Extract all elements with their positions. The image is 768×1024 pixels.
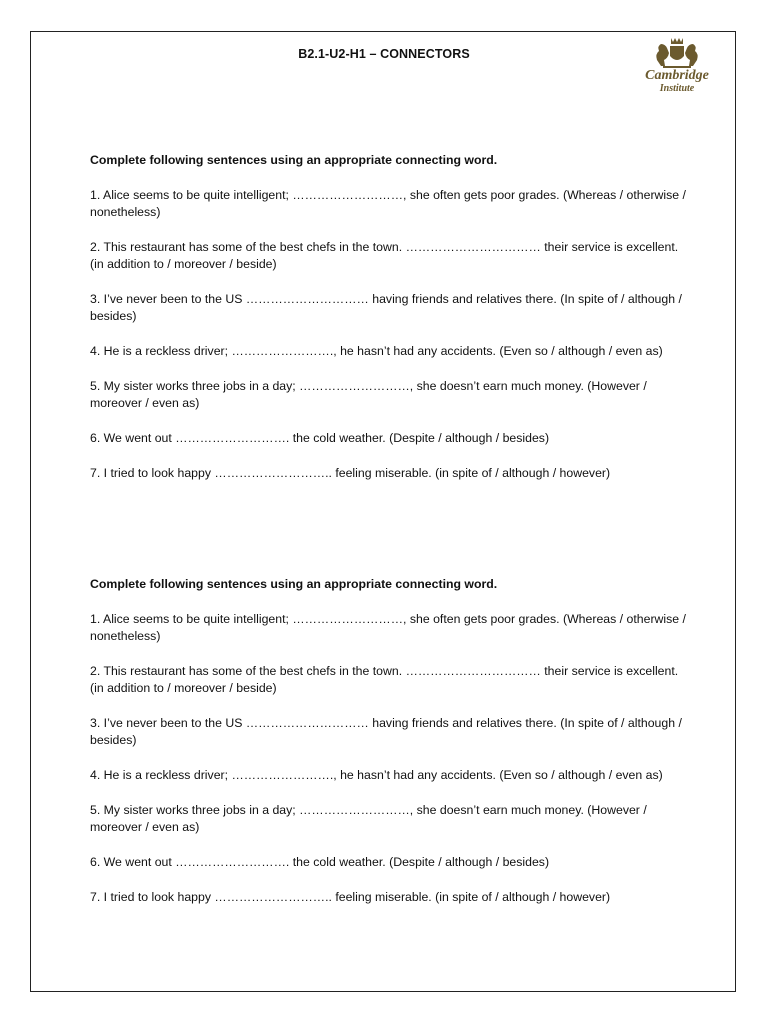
exercise-item-7: 7. I tried to look happy ……………………….. feeling miserable. (in spite of / although / however) xyxy=(90,890,611,904)
exercise-item-2: 2. This restaurant has some of the best chefs in the town. …………………………… their service is excellent. (in addition to / moreover / beside) xyxy=(90,664,679,695)
exercise-item-6: 6. We went out ………………………. the cold weather. (Despite / although / besides) xyxy=(90,855,550,869)
cambridge-institute-logo xyxy=(637,36,717,98)
instruction-text: Complete following sentences using an appropriate connecting word. xyxy=(90,577,498,591)
exercise-item-7: 7. I tried to look happy ……………………….. feeling miserable. (in spite of / although / however) xyxy=(90,466,611,480)
exercise-item-4: 4. He is a reckless driver; ……………………., he hasn’t had any accidents. (Even so / although / even as) xyxy=(90,768,663,782)
logo-word-institute: Institute xyxy=(659,83,695,94)
exercise-item-5: 5. My sister works three jobs in a day; ………………………, she doesn’t earn much money. (However / moreover / even as) xyxy=(90,379,647,410)
exercise-section-1 xyxy=(90,152,690,500)
exercise-item-3: 3. I’ve never been to the US ………………………… having friends and relatives there. (In spite of / although / besides) xyxy=(90,716,682,747)
exercise-item-5: 5. My sister works three jobs in a day; ………………………, she doesn’t earn much money. (However / moreover / even as) xyxy=(90,803,647,834)
exercise-item-1: 1. Alice seems to be quite intelligent; ………………………, she often gets poor grades. (Whereas / otherwise / nonetheless) xyxy=(90,188,686,219)
exercise-item-4: 4. He is a reckless driver; ……………………., he hasn’t had any accidents. (Even so / although / even as) xyxy=(90,344,663,358)
worksheet-title: B2.1-U2-H1 – CONNECTORS xyxy=(298,47,470,61)
exercise-item-6: 6. We went out ………………………. the cold weather. (Despite / although / besides) xyxy=(90,431,550,445)
heraldic-lions-crest-icon xyxy=(637,36,717,70)
exercise-item-1: 1. Alice seems to be quite intelligent; ………………………, she often gets poor grades. (Whereas / otherwise / nonetheless) xyxy=(90,612,686,643)
logo-word-cambridge: Cambridge xyxy=(645,68,709,83)
instruction-text: Complete following sentences using an appropriate connecting word. xyxy=(90,153,498,167)
exercise-item-2: 2. This restaurant has some of the best chefs in the town. …………………………… their service is excellent. (in addition to / moreover / beside) xyxy=(90,240,679,271)
exercise-section-2 xyxy=(90,576,690,924)
exercise-item-3: 3. I’ve never been to the US ………………………… having friends and relatives there. (In spite of / although / besides) xyxy=(90,292,682,323)
